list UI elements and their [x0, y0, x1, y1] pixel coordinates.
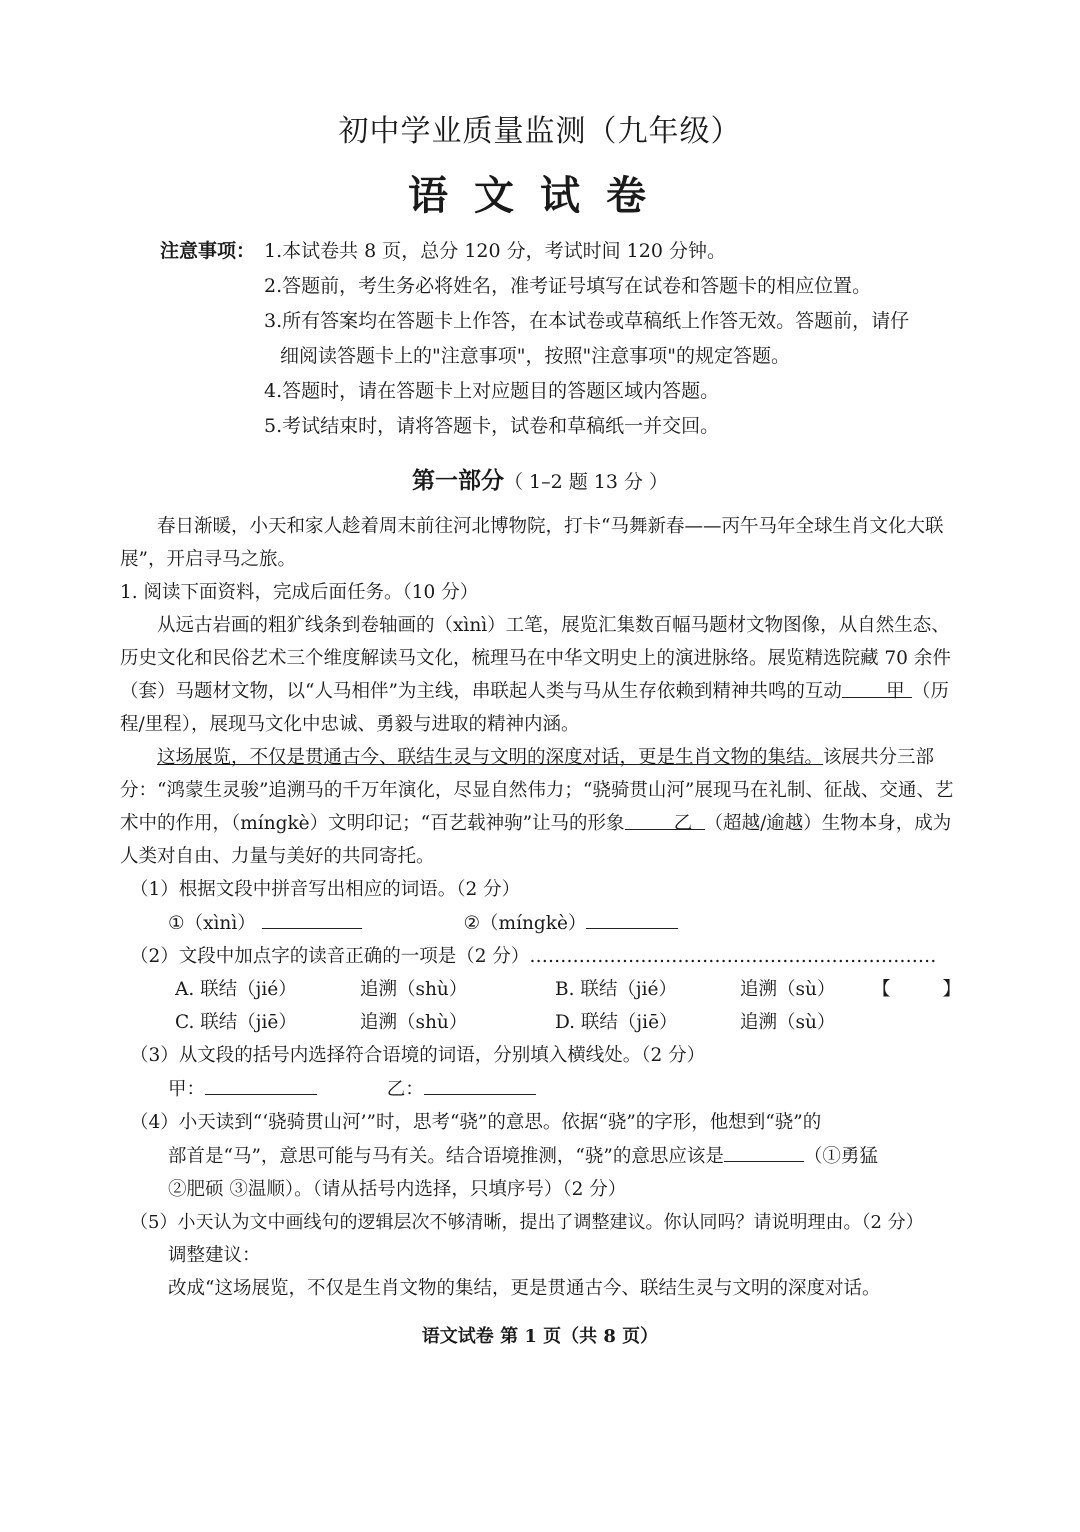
option-d-second: 追溯（sù） — [740, 1012, 836, 1033]
option-a-second: 追溯（shù） — [360, 979, 468, 1000]
question-body — [120, 510, 965, 1305]
option-c-second: 追溯（shù） — [360, 1012, 468, 1033]
intro-line: 文化大联展”，开启寻马之旅。 — [120, 516, 944, 570]
option-b-second: 追溯（sù） — [740, 979, 836, 1000]
pinyin-b: ②（míngkè） — [463, 913, 587, 934]
exam-subtitle: 初中学业质量监测（九年级） — [338, 114, 742, 149]
material-line: 从远古岩画的粗犷线条到卷轴画的（xìnì）工笔，展览汇集数百幅马题材文物图像，从自 — [157, 615, 876, 636]
bracket-right: 】 — [942, 979, 961, 1000]
options-row — [120, 973, 872, 1006]
yi-label: 乙： — [386, 1079, 424, 1100]
note-text: 4.答题时，请在答题卡上对应题目的答题区域内答题。 — [264, 380, 720, 402]
jia-label: 甲： — [168, 1079, 206, 1100]
note-item — [160, 337, 980, 372]
note-item — [160, 372, 980, 407]
material-line: 然生态、历史文化和民俗艺术三个维度解读马文化，梳理马在中华文明史上的演进脉络。展览 — [120, 615, 950, 669]
option-a[interactable]: A. 联结（jié） — [175, 979, 297, 1000]
material-line: 分三部分：“鸿蒙生灵骏”追溯马的千万年演化，尽显自然伟力；“骁骑贯山河”展现马在礼 — [120, 747, 935, 801]
sub-question-4-line3: ②肥硕 ③温顺）。（请从括号内选择，只填序号）（2 分） — [168, 1179, 627, 1200]
note-text: 5.考试结束时，请将答题卡，试卷和草稿纸一并交回。 — [264, 415, 720, 437]
sub-question-5: （5）小天认为文中画线句的逻辑层次不够清晰，提出了调整建议。你认同吗？请说明理由。（2 分） — [130, 1212, 924, 1233]
notes-block — [160, 232, 980, 442]
sub-question-5-answer: 改成“这场展览，不仅是生肖文物的集结，更是贯通古今、联结生灵与文明的深度对话。 — [168, 1278, 881, 1299]
sub-question-1-answers — [120, 906, 965, 940]
option-c[interactable]: C. 联结（jiē） — [175, 1012, 297, 1033]
answer-blank-jia[interactable] — [205, 1072, 317, 1095]
option-b[interactable]: B. 联结（jié） — [555, 979, 677, 1000]
material-line: 该展共 — [823, 747, 879, 768]
sub-question-1: （1）根据文段中拼音写出相应的词语。（2 分） — [130, 879, 521, 900]
sub-question-4-choices: （①勇猛 — [803, 1146, 878, 1167]
note-item — [160, 267, 980, 302]
note-item — [160, 302, 980, 337]
note-text: 2.答题前，考生务必将姓名，准考证号填写在试卷和答题卡的相应位置。 — [264, 275, 872, 297]
sub-question-5-label: 调整建议： — [168, 1245, 261, 1266]
material-line: 神共鸣的互动 — [730, 681, 842, 702]
options-row — [120, 1006, 965, 1039]
intro-line: 春日渐暖，小天和家人趁着周末前往河北博物院，打卡“马舞新春——丙午马年全球生肖 — [157, 516, 870, 537]
option-d[interactable]: D. 联结（jiē） — [555, 1012, 678, 1033]
sub-question-4: （4）小天读到“‘骁骑贯山河’”时，思考“骁”的意思。依据“骁”的字形，他想到“骁”的 — [130, 1112, 822, 1133]
bracket-left: 【 — [871, 979, 891, 1000]
blank-yi-label: 乙 — [673, 813, 693, 834]
intro-paragraph — [120, 510, 965, 576]
exam-title: 语文试卷 — [408, 172, 672, 219]
material-line: （超 — [704, 813, 742, 834]
material-line: 制、征战、交通、艺术中的作用，（míngkè）文明印记；“百艺载神驹”让马的形象 — [120, 780, 954, 834]
sub-question-3-answers — [120, 1072, 965, 1106]
sub-question-3: （3）从文段的括号内选择符合语境的词语，分别填入横线处。（2 分） — [130, 1045, 706, 1066]
page-footer: 语文试卷 第 1 页（共 8 页） — [421, 1326, 659, 1347]
section-title: 第一部分 — [411, 467, 504, 494]
answer-blank-xini[interactable] — [262, 906, 362, 929]
note-item — [160, 232, 980, 267]
pinyin-a: ①（xìnì） — [168, 913, 256, 934]
note-item — [160, 407, 980, 442]
notes-label: 注意事项： — [160, 240, 256, 262]
answer-blank-xiao[interactable] — [724, 1139, 804, 1162]
section-heading — [0, 462, 1080, 495]
blank-jia-label: 甲 — [886, 681, 905, 702]
material-line: （历程/里程），展现马文化中忠诚、勇毅与进取的精神内涵。 — [120, 681, 949, 735]
answer-blank-yi[interactable] — [424, 1072, 536, 1095]
answer-bracket[interactable] — [872, 973, 965, 1006]
q1-stem: 1. 阅读下面资料，完成后面任务。（10 分） — [120, 582, 479, 603]
note-text: 3.所有答案均在答题卡上作答，在本试卷或草稿纸上作答无效。答题前，请仔 — [264, 310, 910, 332]
section-score: （ 1–2 题 13 分 ） — [503, 471, 669, 493]
underlined-sentence: 这场展览，不仅是贯通古今、联结生灵与文明的深度对话，更是生肖文物的集结。 — [157, 747, 824, 768]
material-paragraph-1 — [120, 609, 965, 741]
blank-jia[interactable] — [842, 675, 912, 702]
blank-yi[interactable] — [625, 807, 705, 834]
note-text: 细阅读答题卡上的"注意事项"，按照"注意事项"的规定答题。 — [280, 345, 790, 367]
material-line: 越/逾越）生物本身，成为人类对自由、力量与美好的共同寄托。 — [120, 813, 952, 867]
material-line: 精选院藏 70 余件（套）马题材文物，以“人马相伴”为主线，串联起人类与马从生存依赖到精 — [120, 648, 951, 702]
note-text: 1.本试卷共 8 页，总分 120 分，考试时间 120 分钟。 — [264, 240, 726, 262]
sub-question-2-stem: （2）文段中加点字的读音正确的一项是（2 分）………………………………………………………… — [130, 946, 937, 967]
sub-question-4-text: 部首是“马”，意思可能与马有关。结合语境推测，“骁”的意思应该是 — [168, 1146, 724, 1167]
material-paragraph-2 — [120, 741, 965, 873]
answer-blank-mingke[interactable] — [586, 906, 678, 929]
sub-question-4-line2 — [120, 1139, 965, 1173]
